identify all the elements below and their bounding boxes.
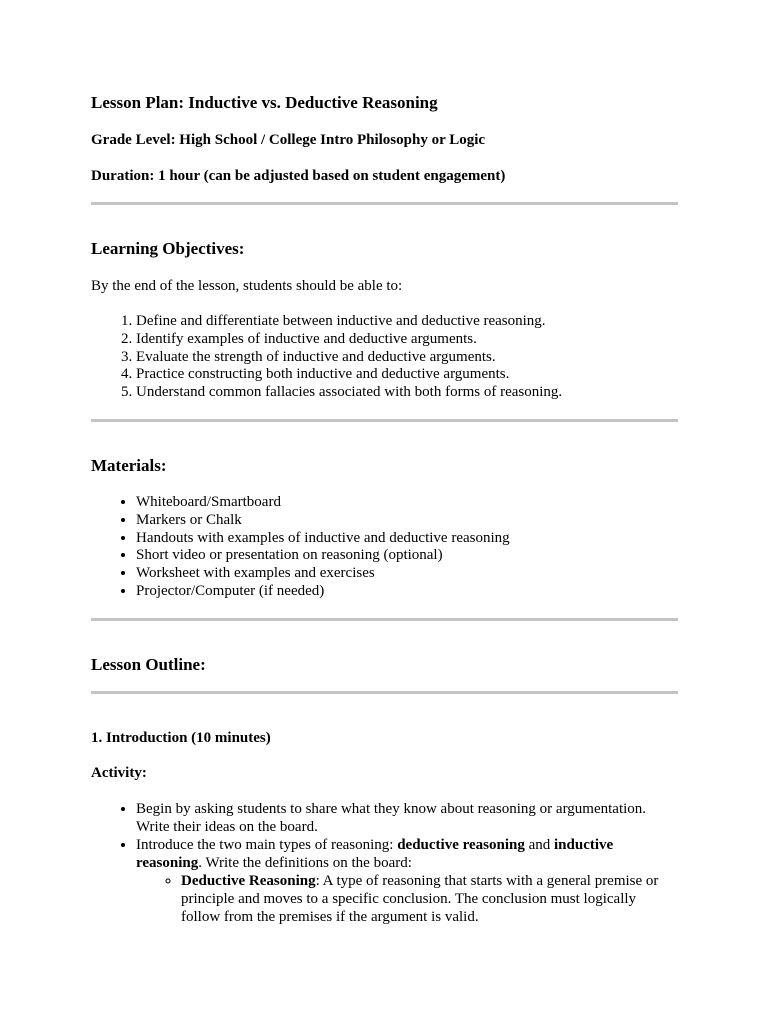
objective-item: 5. Understand common fallacies associated with both forms of reasoning. — [136, 384, 562, 402]
objectives-intro: By the end of the lesson, students should be able to: — [91, 278, 403, 294]
material-item: • Projector/Computer (if needed) — [136, 583, 510, 601]
objective-item: 2. Identify examples of inductive and deductive arguments. — [136, 331, 562, 349]
activity-item-text: . Write the definitions on the board: — [198, 855, 412, 871]
activity-item-text: and — [524, 837, 555, 853]
material-item: • Handouts with examples of inductive and deductive reasoning — [136, 530, 510, 548]
activity-label: Activity: — [91, 765, 147, 781]
document-title: Lesson Plan: Inductive vs. Deductive Reasoning — [91, 93, 438, 112]
activity-item-text: Begin by asking students to share what they know about reasoning or argumentation. Write their ideas on the board. — [136, 801, 647, 835]
activity-item — [136, 836, 678, 926]
divider — [91, 419, 678, 422]
section-heading: 1. Introduction (10 minutes) — [91, 730, 271, 746]
objectives-heading: Learning Objectives: — [91, 239, 245, 258]
duration: Duration: 1 hour (can be adjusted based on student engagement) — [91, 168, 506, 184]
objective-item: 3. Evaluate the strength of inductive and deductive arguments. — [136, 349, 562, 367]
emphasis-term: inductive reasoning — [136, 837, 614, 871]
material-item: • Worksheet with examples and exercises — [136, 565, 510, 583]
objective-item: 1. Define and differentiate between inductive and deductive reasoning. — [136, 313, 562, 331]
grade-level: Grade Level: High School / College Intro Philosophy or Logic — [91, 132, 486, 148]
activity-item — [136, 800, 678, 836]
objective-item: 4. Practice constructing both inductive and deductive arguments. — [136, 366, 562, 384]
material-item: • Whiteboard/Smartboard — [136, 494, 510, 512]
divider — [91, 618, 678, 621]
definition-text: : A type of reasoning that starts with a general premise or principle and moves to a specific conclusion. The conclusion must logically follow from the premises if the argument is valid. — [181, 873, 659, 925]
definition-item — [181, 872, 678, 926]
divider — [91, 691, 678, 694]
materials-heading: Materials: — [91, 456, 167, 475]
objectives-list — [91, 313, 562, 402]
activity-list — [91, 800, 678, 926]
material-item: • Short video or presentation on reasoning (optional) — [136, 547, 510, 565]
definition-list — [136, 872, 678, 926]
materials-list — [91, 494, 510, 601]
outline-heading: Lesson Outline: — [91, 655, 206, 674]
activity-item-text: Introduce the two main types of reasoning: — [136, 837, 398, 853]
emphasis-term: deductive reasoning — [397, 837, 525, 853]
divider — [91, 202, 678, 205]
definition-term: Deductive Reasoning — [181, 873, 316, 889]
material-item: • Markers or Chalk — [136, 512, 510, 530]
